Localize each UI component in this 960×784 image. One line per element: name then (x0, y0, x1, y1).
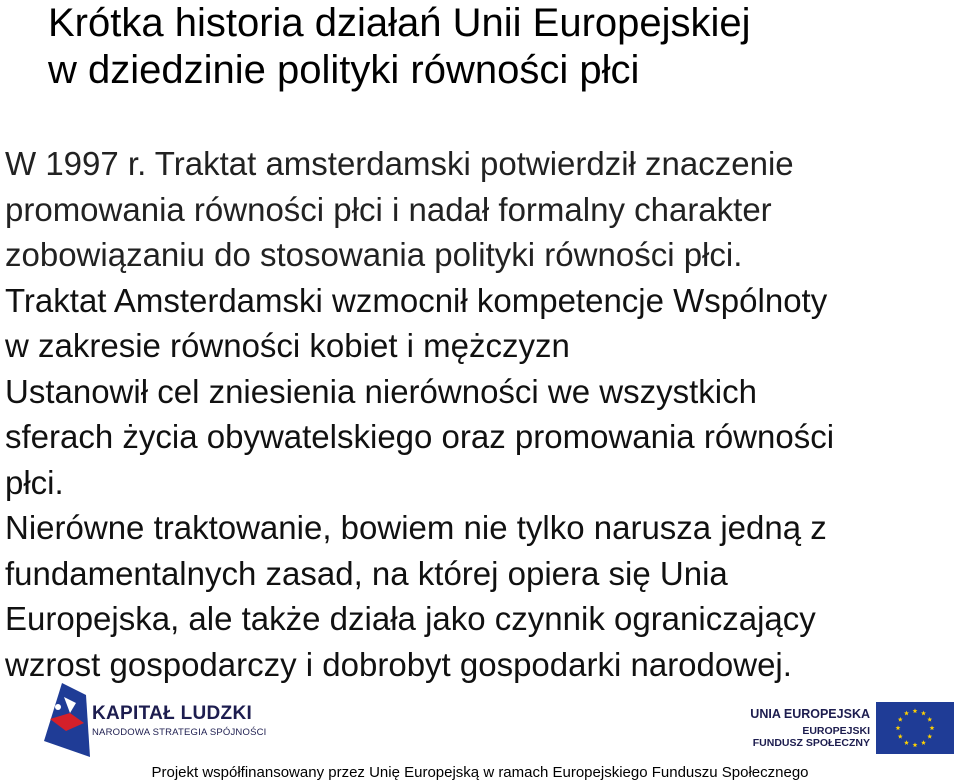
text-line: wzrost gospodarczy i dobrobyt gospodarki narodowej. (5, 645, 792, 683)
unia-line-2: EUROPEJSKI (802, 725, 870, 737)
paragraph-unequal-treatment (5, 505, 957, 687)
kapital-ludzki-subtitle: NARODOWA STRATEGIA SPÓJNOŚCI (92, 727, 267, 738)
cofinancing-note: Projekt współfinansowany przez Unię Europejską w ramach Europejskiego Funduszu Społecznego (151, 764, 809, 781)
title-line: w dziedzinie polityki równości płci (48, 48, 640, 92)
eu-flag-icon (876, 702, 954, 754)
unia-line-1: UNIA EUROPEJSKA (750, 707, 870, 721)
slide-body (5, 141, 957, 687)
text-line: sferach życia obywatelskiego oraz promowania równości (5, 418, 835, 455)
kapital-ludzki-title: KAPITAŁ LUDZKI (92, 703, 253, 724)
text-line: Traktat Amsterdamski wzmocnił kompetencje Wspólnoty (5, 281, 828, 319)
title-line: Krótka historia działań Unii Europejskiej (48, 1, 751, 45)
slide-title (48, 0, 948, 94)
text-line: w zakresie równości kobiet i mężczyzn (5, 327, 570, 364)
text-line: Ustanowił cel zniesienia nierówności we wszystkich (5, 372, 757, 410)
footer (0, 695, 960, 784)
text-line: W 1997 r. Traktat amsterdamski potwierdził znaczenie (5, 145, 794, 182)
unia-line-3: FUNDUSZ SPOŁECZNY (752, 737, 870, 749)
kapital-ludzki-text (92, 703, 312, 738)
text-line: promowania równości płci i nadał formalny charakter (5, 190, 772, 228)
paragraph-goal (5, 369, 957, 506)
paragraph-competences (5, 278, 957, 369)
text-line: Nierówne traktowanie, bowiem nie tylko narusza jedną z (5, 509, 827, 546)
text-line: fundamentalnych zasad, na której opiera się Unia (5, 554, 728, 592)
text-line: Europejska, ale także działa jako czynnik ograniczający (5, 600, 816, 637)
text-line: płci. (5, 463, 64, 501)
unia-europejska-text (735, 707, 870, 749)
text-line: zobowiązaniu do stosowania polityki równości płci. (5, 236, 743, 273)
paragraph-amsterdam-1997 (5, 141, 957, 278)
